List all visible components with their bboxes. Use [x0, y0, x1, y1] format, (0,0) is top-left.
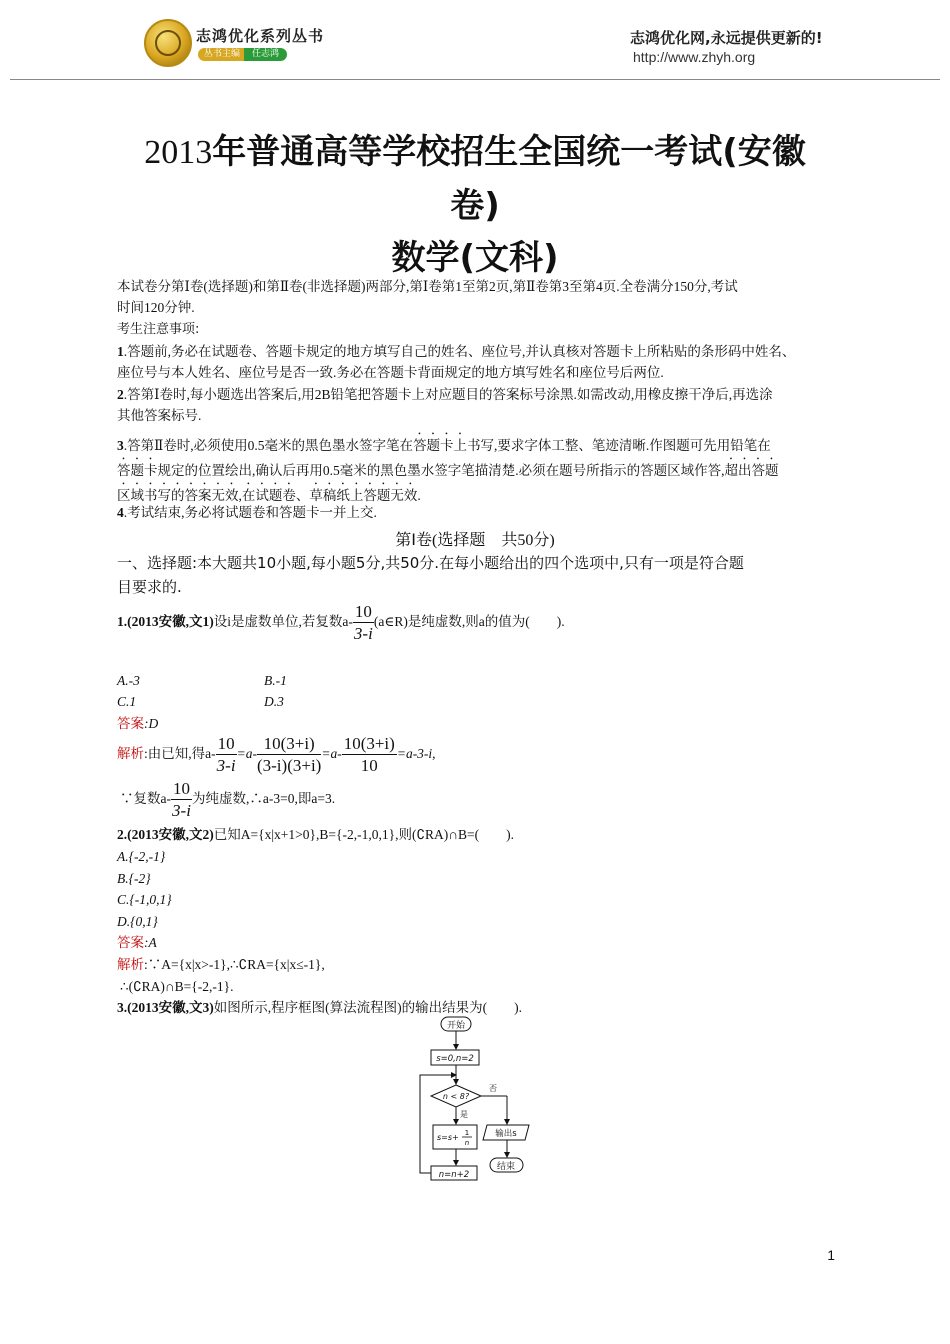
header-divider [10, 79, 940, 80]
notice-2-cont: 其他答案标号. [117, 408, 202, 423]
notice-1-cont: 座位号与本人姓名、座位号是否一致.务必在答题卡背面规定的地方填写姓名和座位号后两位. [117, 365, 664, 380]
part1-instructions-cont: 目要求的. [117, 578, 182, 596]
site-url[interactable]: http://www.zhyh.org [633, 49, 756, 65]
q2-option-c: C.{-1,0,1} [117, 892, 172, 907]
section-heading: 第Ⅰ卷(选择题 共50分) [395, 530, 555, 549]
brand-title: 志鸿优化系列丛书 [196, 27, 325, 45]
editor-name: 任志鸿 [244, 48, 287, 61]
subject-title: 数学(文科) [391, 238, 559, 278]
page-number: 1 [827, 1247, 835, 1263]
flow-init-label: s=0,n=2 [436, 1054, 474, 1064]
q1-option-d: D.3 [264, 694, 284, 709]
q1-option-c: C.1 [117, 694, 137, 709]
q1-option-b: B.-1 [264, 673, 287, 688]
q2-option-d: D.{0,1} [117, 914, 158, 929]
notice-3-cont1: 答题卡规定的位置绘出,确认后再用0.5毫米的黑色墨水签字笔描清楚.必须在题号所指示的答题区域作答,超出答题 [117, 463, 779, 478]
notice-2: 2.答第Ⅰ卷时,每小题选出答案后,用2B铅笔把答题卡上对应题目的答案标号涂黑.如需改动,用橡皮擦干净后,再选涂 [117, 387, 773, 402]
notice-3-cont2: 区域书写的答案无效,在试题卷、草稿纸上答题无效. [117, 488, 421, 503]
notice-1: 1.答题前,务必在试题卷、答题卡规定的地方填写自己的姓名、座位号,并认真核对答题卡上所粘贴的条形码中姓名、 [117, 344, 796, 359]
question-2: 2.(2013安徽,文2)已知A={x|x+1>0},B={-2,-1,0,1},则(∁RA)∩B=( ). [117, 827, 515, 842]
exam-title-line1: 2013年普通高等学校招生全国统一考试(安徽 [144, 132, 806, 172]
q2-option-b: B.{-2} [117, 871, 151, 886]
q1-solution-cont: ∵复数a- $\frac{10}{3-i}$ 为纯虚数,∴a-3=0,即a=3. [120, 779, 336, 821]
editor-label: 丛书主编 [198, 48, 246, 61]
q2-solution-cont: ∴(∁RA)∩B={-2,-1}. [120, 979, 234, 994]
q1-option-a: A.-3 [117, 673, 140, 688]
flow-end-label: 结束 [496, 1162, 516, 1172]
publisher-logo [144, 19, 192, 67]
intro-line2: 时间120分钟. [117, 300, 195, 315]
question-3: 3.(2013安徽,文3)如图所示,程序框图(算法流程图)的输出结果为( ). [117, 1000, 522, 1015]
q2-answer: 答案:A [117, 935, 157, 950]
notice-4: 4.考试结束,务必将试题卷和答题卡一并上交. [117, 505, 377, 520]
intro-line1: 本试卷分第Ⅰ卷(选择题)和第Ⅱ卷(非选择题)两部分,第Ⅰ卷第1至第2页,第Ⅱ卷第3至第4页.全卷满分150分,考试 [117, 279, 738, 294]
flow-output-label: 输出s [495, 1129, 517, 1139]
flow-cond-label: n < 8? [442, 1092, 470, 1101]
question-1: 1.(2013安徽,文1)设i是虚数单位,若复数a- $\frac{10}{3-i}$ (a∈R)是纯虚数,则a的值为( ). [117, 602, 565, 644]
flow-update-s-label: s=s+ [437, 1133, 459, 1142]
flow-update-s-den: n [464, 1139, 470, 1147]
flow-no-label: 否 [489, 1084, 497, 1093]
flow-update-n-label: n=n+2 [438, 1170, 470, 1180]
notice-heading: 考生注意事项: [117, 322, 200, 337]
q2-solution: 解析:∵A={x|x>-1},∴∁RA={x|x≤-1}, [117, 957, 325, 972]
fraction: $\frac{10}{3-i}$ [353, 602, 373, 644]
q1-solution: 解析:由已知,得a- $\frac{10}{3-i}$ =a- $\frac{10(3+i)}{(3-i)(3+i)}$ =a- $\frac{10(3+i)}{10}$ =a-3-i, [117, 734, 436, 776]
flow-update-s-num: 1 [464, 1129, 470, 1137]
part1-instructions: 一、选择题:本大题共10小题,每小题5分,共50分.在每小题给出的四个选项中,只有一项是符合题 [117, 554, 744, 572]
flowchart [410, 1014, 540, 1192]
notice-3: 3.答第Ⅱ卷时,必须使用0.5毫米的黑色墨水签字笔在答题卡上书写,要求字体工整、笔迹清晰.作图题可先用铅笔在 [117, 438, 771, 453]
q2-option-a: A.{-2,-1} [117, 849, 166, 864]
site-slogan: 志鸿优化网,永远提供更新的! [630, 29, 823, 47]
flow-yes-label: 是 [460, 1110, 468, 1119]
q1-answer: 答案:D [117, 716, 159, 731]
exam-title-line2: 卷) [450, 186, 500, 226]
flow-start-label: 开始 [446, 1021, 466, 1031]
